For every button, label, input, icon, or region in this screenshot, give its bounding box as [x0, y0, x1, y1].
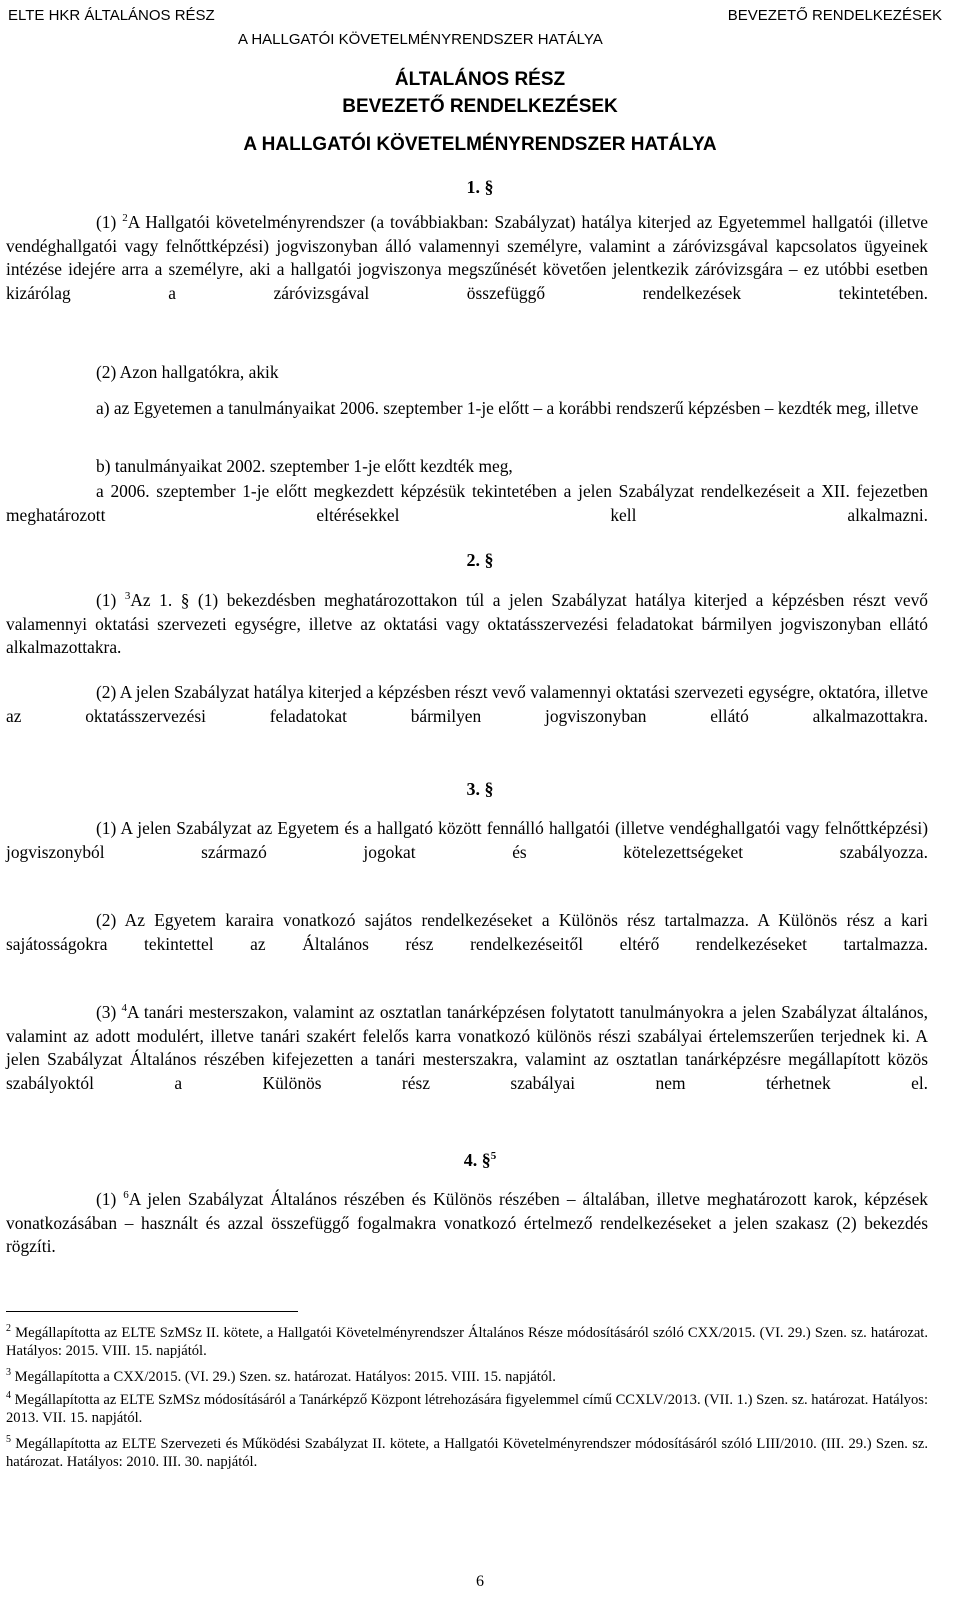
footnote-ref: 6: [123, 1189, 129, 1201]
section-heading: A HALLGATÓI KÖVETELMÉNYRENDSZER HATÁLYA: [243, 134, 717, 155]
paragraph-text: A jelen Szabályzat Általános részében és Különös részében – általában, illetve meghatározott karok, képzések vonatkozásában – használt és azzal összefüggő fogalmakra vonatkozó értelmező rendelkezéseket a jelen szakasz (2) bekezdés rögzíti.: [6, 1189, 928, 1257]
list-item-b: b) tanulmányaikat 2002. szeptember 1-je előtt kezdték meg,: [96, 456, 513, 476]
paragraph-heading-text: 4. §: [463, 1150, 491, 1170]
paragraph-heading-2: 2. §: [466, 550, 494, 570]
paragraph-2-1: [6, 589, 928, 683]
footnote-2: [6, 1325, 928, 1360]
subsection-number: (1): [96, 1189, 117, 1209]
footnote-3: [6, 1369, 928, 1387]
paragraph-text: A Hallgatói követelményrendszer (a továbbiakban: Szabályzat) hatálya kiterjed az Egyetemmel hallgatói (illetve vendéghallgatói vagy felnőttképzési) jogviszonyban álló valamennyi személyre, valamint a záróvizsgával kapcsolatos ügyeinek intézése idejére arra a személyre, aki a hallgatói jogviszonya megszűnését követően jelentkezik záróvizsgára – ez utóbbi esetben kizárólag a záróvizsgával összefüggő rendelkezések tekintetében.: [6, 212, 928, 303]
paragraph-4-1: [6, 1188, 928, 1282]
subsection-number: (1): [96, 590, 117, 610]
running-header-subtitle: A HALLGATÓI KÖVETELMÉNYRENDSZER HATÁLYA: [238, 31, 603, 48]
running-header-right: BEVEZETŐ RENDELKEZÉSEK: [727, 7, 942, 24]
footnote-ref: 4: [121, 1002, 128, 1014]
paragraph-heading-1: 1. §: [466, 177, 494, 197]
footnote-text: Megállapította a CXX/2015. (VI. 29.) Szen. sz. határozat. Hatályos: 2015. VIII. 15. napjától.: [14, 1369, 556, 1385]
paragraph-3-1: (1) A jelen Szabályzat az Egyetem és a hallgató között fennálló hallgatói (illetve vendéghallgatói vagy felnőttképzési) jogviszonyból származó jogokat és kötelezettségeket szabályozza.: [6, 818, 928, 862]
paragraph-heading-3: 3. §: [466, 779, 494, 799]
footnote-ref: 2: [122, 212, 128, 224]
paragraph-1-2-intro: (2) Azon hallgatókra, akik: [96, 362, 279, 382]
paragraph-text: A tanári mesterszakon, valamint az osztatlan tanárképzésen folytatott tanulmányokra a jelen Szabályzat általános, valamint az adott modulért, illetve tanári szakért felelős karra vonatkozó különös részi szabályai értelemszerűen terjednek ki. A jelen Szabályzat Általános részében kifejezetten a tanári mesterszakra, valamint az osztatlan tanárképzésre megállapított közös szabályoktól a Különös rész szabályai nem térhetnek el.: [6, 1002, 928, 1093]
footnote-ref: 5: [490, 1150, 497, 1162]
page-number: 6: [476, 1573, 484, 1590]
part-title: ÁLTALÁNOS RÉSZ: [394, 69, 566, 90]
paragraph-heading-4: [0, 1149, 960, 1171]
chapter-title: BEVEZETŐ RENDELKEZÉSEK: [342, 96, 618, 117]
footnote-number: 3: [6, 1367, 11, 1378]
paragraph-3-3: [6, 1001, 928, 1119]
subsection-number: (1): [96, 212, 117, 232]
footnote-separator: [6, 1311, 298, 1312]
footnote-4: [6, 1392, 928, 1427]
paragraph-text: Az 1. § (1) bekezdésben meghatározottakon túl a jelen Szabályzat hatálya kiterjed a képzésben részt vevő valamennyi oktatási szervezeti egységre, illetve az oktatási vagy oktatásszervezési feladatokat bármilyen jogviszonyban ellátó alkalmazottakra.: [6, 590, 928, 658]
running-header-left: ELTE HKR ÁLTALÁNOS RÉSZ: [8, 7, 215, 24]
footnote-text: Megállapította az ELTE SzMSz módosításáról a Tanárképző Központ létrehozására figyelemmel című CCXLV/2013. (VII. 1.) Szen. sz. határozat. Hatályos: 2013. VII. 15. napjától.: [6, 1392, 928, 1426]
footnote-5: [6, 1436, 928, 1471]
paragraph-2-2: (2) A jelen Szabályzat hatálya kiterjed a képzésben részt vevő valamennyi oktatási szervezeti egységre, oktatóra, illetve az oktatásszervezési feladatokat bármilyen jogviszonyban ellátó alkalmazottakra.: [6, 682, 928, 726]
footnote-ref: 3: [124, 590, 131, 602]
paragraph-1-2-tail: a 2006. szeptember 1-je előtt megkezdett képzésük tekintetében a jelen Szabályzat rendelkezéseit a XII. fejezetben meghatározott eltérésekkel kell alkalmazni.: [6, 481, 928, 525]
footnote-number: 5: [6, 1434, 11, 1445]
footnote-number: 4: [6, 1390, 11, 1401]
list-item-a: a) az Egyetemen a tanulmányaikat 2006. szeptember 1-je előtt – a korábbi rendszerű képzésben – kezdték meg, illetve: [96, 398, 919, 418]
subsection-number: (3): [96, 1002, 117, 1022]
paragraph-1-1: [6, 211, 928, 329]
paragraph-3-2: (2) Az Egyetem karaira vonatkozó sajátos rendelkezéseket a Különös rész tartalmazza. A Különös rész a kari sajátosságokra tekintettel az Általános rész rendelkezéseitől eltérő rendelkezéseket tartalmazza.: [6, 910, 928, 954]
footnote-text: Megállapította az ELTE SzMSz II. kötete, a Hallgatói Követelményrendszer Általános Része módosításáról szóló CXX/2015. (VI. 29.) Szen. sz. határozat. Hatályos: 2015. VIII. 15. napjától.: [6, 1325, 929, 1359]
footnote-number: 2: [6, 1323, 11, 1334]
footnote-text: Megállapította az ELTE Szervezeti és Működési Szabályzat II. kötete, a Hallgatói Követelményrendszer módosításáról szóló LIII/2010. (III. 29.) Szen. sz. határozat. Hatályos: 2010. III. 30. napjától.: [6, 1436, 928, 1470]
